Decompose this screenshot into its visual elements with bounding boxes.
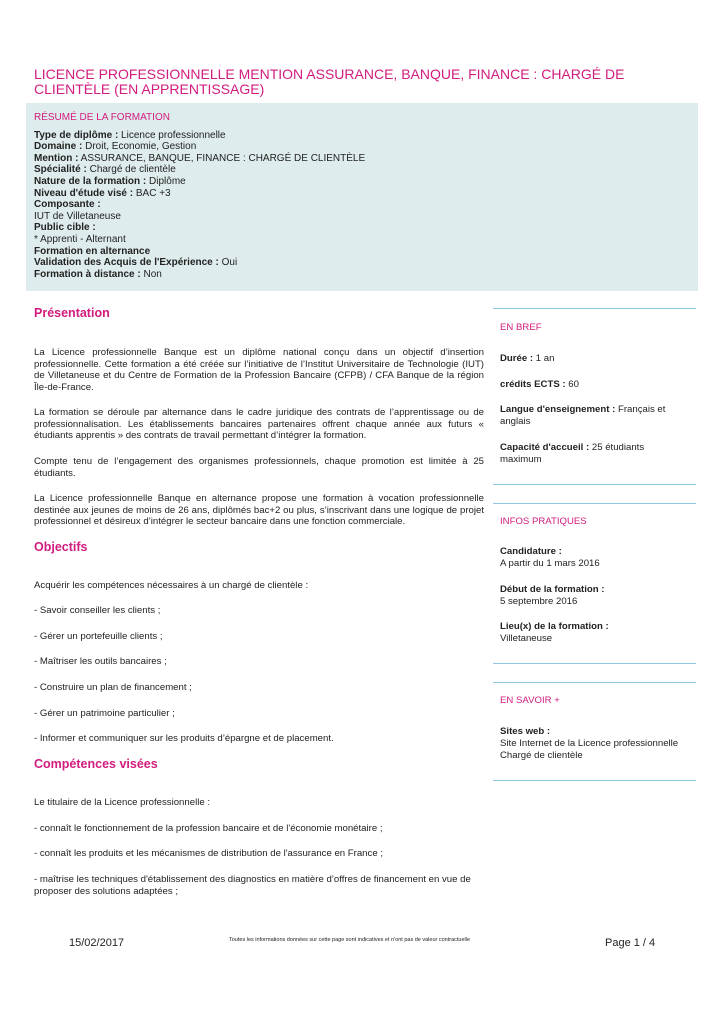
ects-label: crédits ECTS :	[500, 379, 566, 390]
ects	[500, 379, 690, 391]
specialty-value: Chargé de clientèle	[86, 164, 176, 176]
language-label: Langue d'enseignement :	[500, 404, 616, 415]
diploma-type-label: Type de diplôme :	[34, 129, 119, 141]
presentation-paragraph: La formation se déroule par alternance dans le cadre juridique des contrats de l’apprentissage ou de professionnalisation. Les établissements bancaires partenaires offrent chaque année aux futurs « étudiants apprentis » des contrats de travail permettant d’intégrer la formation.	[34, 407, 484, 442]
objective-item: - Savoir conseiller les clients ;	[34, 605, 161, 616]
nature	[34, 176, 690, 188]
distance-label: Formation à distance :	[34, 268, 141, 280]
start-date-label: Début de la formation :	[500, 584, 605, 595]
alternance	[34, 246, 690, 258]
footer-disclaimer: Toutes les informations données sur cette page sont indicatives et n'ont pas de valeur contractuelle	[229, 937, 471, 943]
language-value: Français et anglais	[500, 404, 666, 427]
page-title: LICENCE PROFESSIONNELLE MENTION ASSURANCE, BANQUE, FINANCE : CHARGÉ DE CLIENTÈLE (EN APPRENTISSAGE)	[34, 66, 625, 97]
skill-item: - connaît le fonctionnement de la profession bancaire et de l'économie monétaire ;	[34, 823, 383, 834]
duration-value: 1 an	[533, 353, 555, 364]
start-date-value: 5 septembre 2016	[500, 596, 578, 607]
presentation-paragraph: La Licence professionnelle Banque est un diplôme national conçu dans un objectif d’insertion professionnelle. Cette formation a été créée sur l’initiative de l’Institut Universitaire de Technologie (IUT) de Villetaneuse et du Centre de Formation de la Profession Bancaire (CFPB) / CFA Banque de la région Île-de-France.	[34, 347, 484, 394]
summary-heading: RÉSUMÉ DE LA FORMATION	[34, 112, 170, 123]
audience-value: * Apprenti - Alternant	[34, 233, 126, 245]
websites	[500, 726, 690, 738]
objectives-title: Objectifs	[34, 540, 88, 554]
component-label: Composante :	[34, 199, 101, 211]
nature-value: Diplôme	[146, 175, 186, 187]
en-bref-box	[493, 308, 696, 465]
location-label: Lieu(x) de la formation :	[500, 621, 609, 632]
skills-title: Compétences visées	[34, 757, 158, 771]
page-number: Page 1 / 4	[605, 937, 656, 949]
divider	[493, 780, 696, 781]
infos-heading: INFOS PRATIQUES	[500, 516, 587, 527]
ects-value: 60	[565, 379, 579, 390]
duration-label: Durée :	[500, 353, 534, 364]
location	[500, 621, 690, 633]
divider	[493, 484, 696, 485]
diploma-type-value: Licence professionnelle	[118, 129, 226, 141]
domain-value: Droit, Economie, Gestion	[82, 141, 197, 153]
level-value: BAC +3	[133, 187, 171, 199]
objective-item: - Maîtriser les outils bancaires ;	[34, 656, 167, 667]
objectives-intro: Acquérir les compétences nécessaires à un chargé de clientèle :	[34, 580, 309, 591]
vae	[34, 257, 690, 269]
application-value: A partir du 1 mars 2016	[500, 558, 600, 569]
component	[34, 199, 690, 211]
start-date	[500, 584, 690, 596]
savoir-heading: EN SAVOIR +	[500, 695, 560, 706]
skill-item: - connaît les produits et les mécanismes de distribution de l'assurance en France ;	[34, 848, 383, 859]
en-bref-heading: EN BREF	[500, 322, 542, 333]
alternance-label: Formation en alternance	[34, 245, 151, 257]
presentation-title: Présentation	[34, 306, 110, 320]
objective-item: - Construire un plan de financement ;	[34, 682, 192, 693]
divider	[493, 663, 696, 664]
websites-label: Sites web :	[500, 726, 551, 737]
domain	[34, 141, 690, 153]
specialty-label: Spécialité :	[34, 164, 87, 176]
specialty	[34, 164, 690, 176]
distance	[34, 269, 690, 281]
nature-label: Nature de la formation :	[34, 175, 147, 187]
domain-label: Domaine :	[34, 141, 83, 153]
duration	[500, 353, 690, 365]
objective-item: - Gérer un portefeuille clients ;	[34, 631, 163, 642]
capacity-label: Capacité d'accueil :	[500, 442, 590, 453]
footer-date: 15/02/2017	[69, 937, 125, 949]
location-value: Villetaneuse	[500, 633, 553, 644]
distance-value: Non	[140, 268, 162, 280]
savoir-box	[493, 682, 696, 761]
presentation-paragraph: Compte tenu de l’engagement des organismes professionnels, chaque promotion est limitée à 25 étudiants.	[34, 456, 484, 479]
audience	[34, 222, 690, 234]
application-label: Candidature :	[500, 546, 562, 557]
component-value: IUT de Villetaneuse	[34, 210, 121, 222]
summary-box	[26, 103, 698, 291]
mention	[34, 153, 690, 165]
language	[500, 404, 680, 427]
vae-value: Oui	[218, 257, 238, 269]
skills-intro: Le titulaire de la Licence professionnelle :	[34, 797, 210, 808]
level	[34, 188, 690, 200]
skill-item: - maîtrise les techniques d'établissement des diagnostics en matière d’offres de financement en vue de proposer des solutions adaptées ;	[34, 874, 471, 897]
mention-value: ASSURANCE, BANQUE, FINANCE : CHARGÉ DE CLIENTÈLE	[78, 152, 366, 164]
application	[500, 546, 690, 558]
vae-label: Validation des Acquis de l'Expérience :	[34, 257, 219, 269]
presentation-paragraph: La Licence professionnelle Banque en alternance propose une formation à vocation professionnelle destinée aux jeunes de moins de 26 ans, diplômés bac+2 ou plus, s’inscrivant dans une logique de projet professionnel et désireux d’intégrer le secteur bancaire dans une fonction commerciale.	[34, 493, 484, 528]
diploma-type	[34, 130, 690, 142]
mention-label: Mention :	[34, 152, 79, 164]
objective-item: - Gérer un patrimoine particulier ;	[34, 708, 175, 719]
infos-box	[493, 503, 696, 644]
objective-item: - Informer et communiquer sur les produits d’épargne et de placement.	[34, 733, 334, 744]
capacity-value: 25 étudiants maximum	[500, 442, 645, 465]
audience-label: Public cible :	[34, 222, 96, 234]
level-label: Niveau d'étude visé :	[34, 187, 134, 199]
website-link[interactable]: Site Internet de la Licence professionnelle Chargé de clientèle	[500, 738, 679, 761]
capacity	[500, 442, 685, 465]
